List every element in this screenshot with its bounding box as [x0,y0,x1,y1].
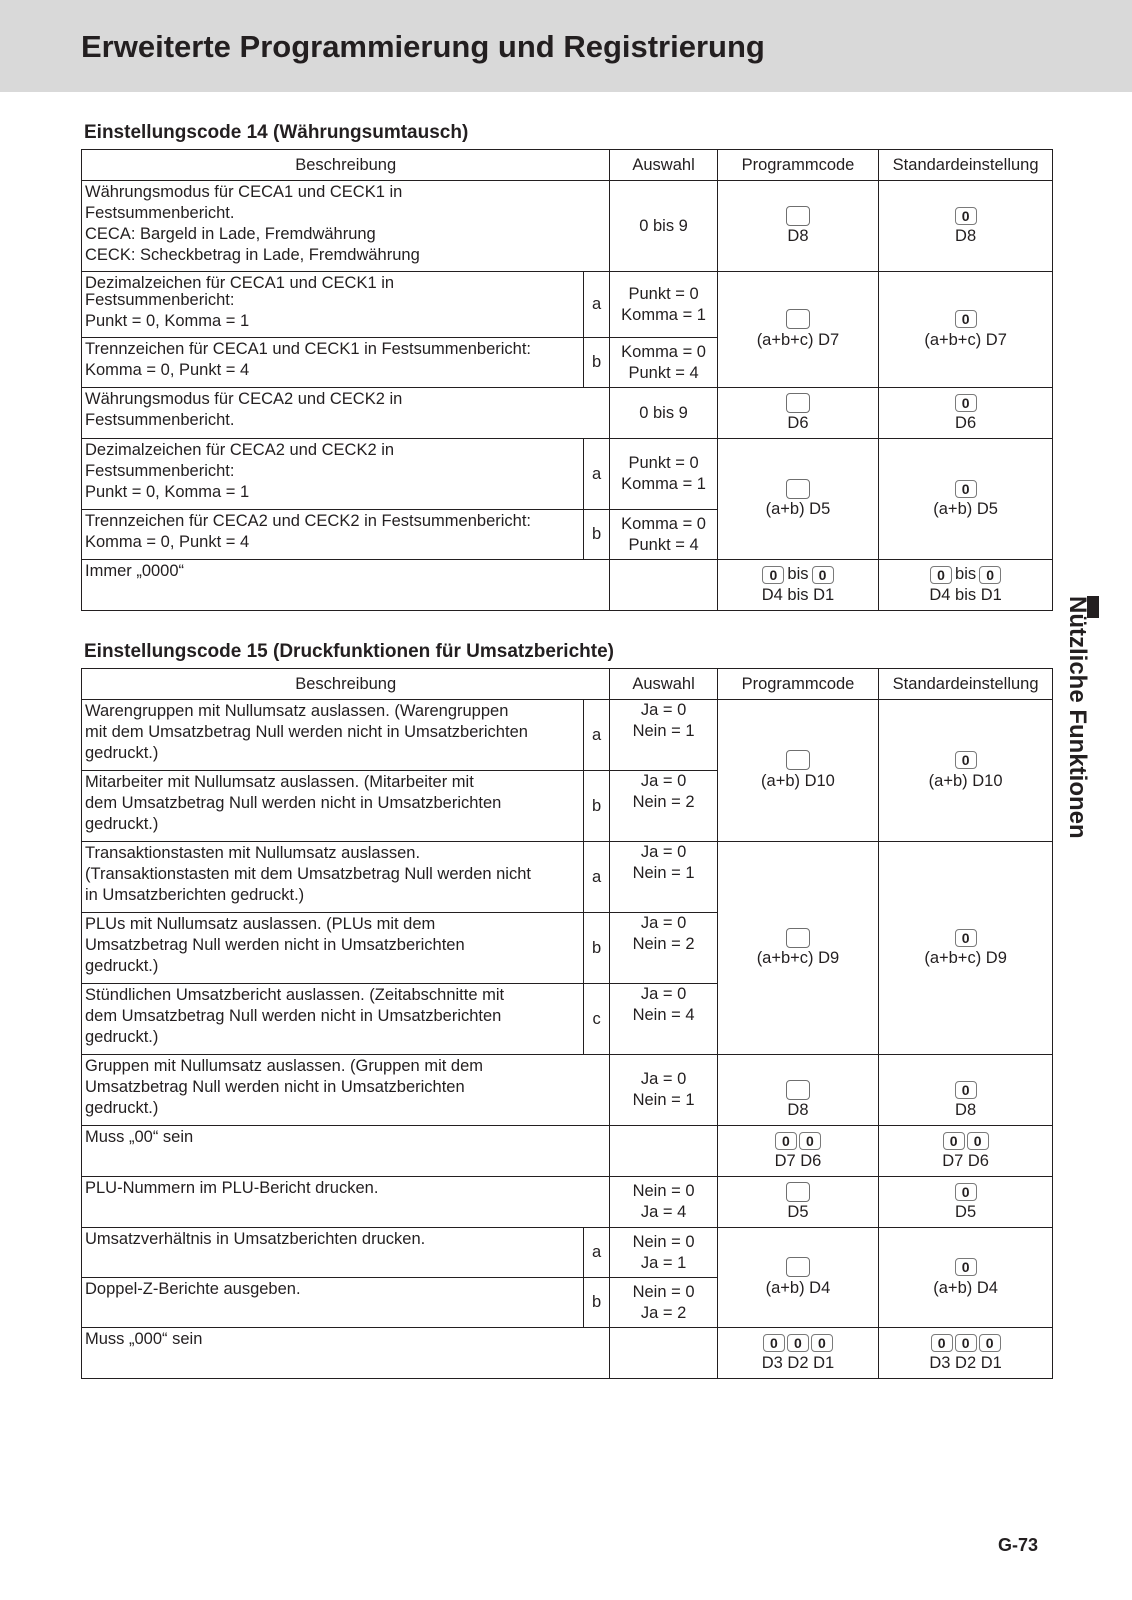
description-cell: Umsatzverhältnis in Umsatzberichten drucken. [82,1228,584,1278]
default-setting-cell: 0 0 0 D3 D2 D1 [879,1328,1053,1379]
value-key-box: 0 [787,1334,809,1352]
description-cell: Transaktionstasten mit Nullumsatz auslassen. (Transaktionstasten mit dem Umsatzbetrag Null werden nicht in Umsatzberichten gedruckt.) [82,842,584,913]
selection-cell [610,1328,717,1379]
column-header-beschreibung: Beschreibung [82,669,610,700]
table-row [82,181,1053,272]
program-code-cell: D8 [717,181,878,272]
entry-key-box [786,206,810,226]
program-code-cell: 0 bis 0 D4 bis D1 [717,560,878,611]
entry-key-box [786,750,810,770]
default-setting-cell: 0 (a+b) D5 [879,439,1053,560]
sub-item-label: b [583,913,610,984]
program-code-cell: (a+b+c) D7 [717,272,878,388]
entry-key-box [786,479,810,499]
section-title-code-15: Einstellungscode 15 (Druckfunktionen für Umsatzberichte) [84,641,614,662]
selection-cell: Punkt = 0 Komma = 1 [610,272,717,338]
table-row [82,272,1053,338]
sub-item-label: b [583,771,610,842]
settings-table-code-15 [81,668,1053,1379]
default-setting-cell: 0 (a+b+c) D7 [879,272,1053,388]
description-cell: Dezimalzeichen für CECA2 und CECK2 in Festsummenbericht: Punkt = 0, Komma = 1 [82,439,584,510]
value-key-box: 0 [762,566,784,584]
value-key-box: 0 [955,1081,977,1099]
column-header-auswahl: Auswahl [610,669,717,700]
entry-key-box [786,393,810,413]
value-key-box: 0 [955,751,977,769]
program-code-cell: 0 0 0 D3 D2 D1 [717,1328,878,1379]
selection-cell: Nein = 0 Ja = 2 [610,1278,717,1328]
selection-cell: Ja = 0 Nein = 4 [610,984,717,1055]
program-code-cell: D8 [717,1055,878,1126]
program-code-cell: (a+b+c) D9 [717,842,878,1055]
value-key-box: 0 [775,1132,797,1150]
selection-cell: Komma = 0 Punkt = 4 [610,338,717,388]
selection-cell: Ja = 0 Nein = 1 [610,1055,717,1126]
entry-key-box [786,1182,810,1202]
selection-cell: Ja = 0 Nein = 1 [610,842,717,913]
table-row [82,700,1053,771]
default-setting-cell: 0 (a+b) D10 [879,700,1053,842]
settings-table-code-14 [81,149,1053,611]
value-key-box: 0 [979,566,1001,584]
value-key-box: 0 [811,1334,833,1352]
selection-cell [610,1126,717,1177]
default-setting-cell: 0 D8 [879,181,1053,272]
column-header-beschreibung: Beschreibung [82,150,610,181]
value-key-box: 0 [979,1334,1001,1352]
value-key-box: 0 [955,310,977,328]
sub-item-label: a [583,439,610,510]
value-key-box: 0 [930,566,952,584]
description-cell: Warengruppen mit Nullumsatz auslassen. (Warengruppen mit dem Umsatzbetrag Null werden nicht in Umsatzberichten gedruckt.) [82,700,584,771]
program-code-cell: D5 [717,1177,878,1228]
sub-item-label: a [583,1228,610,1278]
program-code-cell: 0 0 D7 D6 [717,1126,878,1177]
sub-item-label: a [583,842,610,913]
table-row [82,1055,1053,1126]
description-cell: Gruppen mit Nullumsatz auslassen. (Gruppen mit dem Umsatzbetrag Null werden nicht in Umsatzberichten gedruckt.) [82,1055,610,1126]
value-key-box: 0 [955,480,977,498]
table-row [82,560,1053,611]
page-header-banner [0,0,1132,92]
default-setting-cell: 0 D8 [879,1055,1053,1126]
selection-cell: Nein = 0 Ja = 4 [610,1177,717,1228]
column-header-auswahl: Auswahl [610,150,717,181]
page-title: Erweiterte Programmierung und Registrierung [81,29,765,64]
value-key-box: 0 [967,1132,989,1150]
table-row [82,842,1053,913]
selection-cell: Ja = 0 Nein = 2 [610,913,717,984]
table-row [82,388,1053,439]
sub-item-label: b [583,510,610,560]
selection-cell: 0 bis 9 [610,181,717,272]
description-cell: PLUs mit Nullumsatz auslassen. (PLUs mit dem Umsatzbetrag Null werden nicht in Umsatzberichten gedruckt.) [82,913,584,984]
value-key-box: 0 [943,1132,965,1150]
default-setting-cell: 0 D5 [879,1177,1053,1228]
program-code-cell: (a+b) D5 [717,439,878,560]
default-setting-cell: 0 D6 [879,388,1053,439]
description-cell: Stündlichen Umsatzbericht auslassen. (Zeitabschnitte mit dem Umsatzbetrag Null werden nicht in Umsatzberichten gedruckt.) [82,984,584,1055]
selection-cell [610,560,717,611]
table-row [82,1126,1053,1177]
description-cell: Doppel-Z-Berichte ausgeben. [82,1278,584,1328]
value-key-box: 0 [931,1334,953,1352]
selection-cell: Komma = 0 Punkt = 4 [610,510,717,560]
description-cell: Währungsmodus für CECA1 und CECK1 in Festsummenbericht. CECA: Bargeld in Lade, Fremdwährung CECK: Scheckbetrag in Lade, Fremdwährung [82,181,610,272]
description-cell: Mitarbeiter mit Nullumsatz auslassen. (Mitarbeiter mit dem Umsatzbetrag Null werden nicht in Umsatzberichten gedruckt.) [82,771,584,842]
value-key-box: 0 [955,1258,977,1276]
description-cell: Muss „00“ sein [82,1126,610,1177]
entry-key-box [786,1080,810,1100]
description-cell: Trennzeichen für CECA2 und CECK2 in Festsummenbericht: Komma = 0, Punkt = 4 [82,510,584,560]
program-code-cell: (a+b) D10 [717,700,878,842]
table-header-row [82,150,1053,181]
value-key-box: 0 [955,1183,977,1201]
selection-cell: 0 bis 9 [610,388,717,439]
default-setting-cell: 0 bis 0 D4 bis D1 [879,560,1053,611]
table-row [82,1228,1053,1278]
description-cell: Dezimalzeichen für CECA1 und CECK1 in Festsummenbericht: Punkt = 0, Komma = 1 [82,272,584,338]
value-key-box: 0 [955,207,977,225]
description-cell: Immer „0000“ [82,560,610,611]
sub-item-label: b [583,1278,610,1328]
entry-key-box [786,928,810,948]
selection-cell: Nein = 0 Ja = 1 [610,1228,717,1278]
default-setting-cell: 0 0 D7 D6 [879,1126,1053,1177]
section-title-code-14: Einstellungscode 14 (Währungsumtausch) [84,122,469,143]
value-key-box: 0 [799,1132,821,1150]
value-key-box: 0 [955,1334,977,1352]
default-setting-cell: 0 (a+b+c) D9 [879,842,1053,1055]
table-row [82,1328,1053,1379]
selection-cell: Ja = 0 Nein = 2 [610,771,717,842]
column-header-programmcode: Programmcode [717,669,878,700]
column-header-standardeinstellung: Standardeinstellung [879,150,1053,181]
table-row [82,439,1053,510]
column-header-standardeinstellung: Standardeinstellung [879,669,1053,700]
sub-item-label: a [583,272,610,338]
description-cell: Währungsmodus für CECA2 und CECK2 in Festsummenbericht. [82,388,610,439]
description-cell: PLU-Nummern im PLU-Bericht drucken. [82,1177,610,1228]
table-row [82,1177,1053,1228]
value-key-box: 0 [763,1334,785,1352]
description-cell: Muss „000“ sein [82,1328,610,1379]
value-key-box: 0 [955,929,977,947]
entry-key-box [786,1257,810,1277]
page-number: G-73 [998,1535,1039,1555]
program-code-cell: D6 [717,388,878,439]
program-code-cell: (a+b) D4 [717,1228,878,1328]
sub-item-label: b [583,338,610,388]
sub-item-label: c [583,984,610,1055]
default-setting-cell: 0 (a+b) D4 [879,1228,1053,1328]
selection-cell: Ja = 0 Nein = 1 [610,700,717,771]
table-header-row [82,669,1053,700]
sub-item-label: a [583,700,610,771]
side-tab-label: Nützliche Funktionen [1064,596,1091,839]
selection-cell: Punkt = 0 Komma = 1 [610,439,717,510]
value-key-box: 0 [955,394,977,412]
description-cell: Trennzeichen für CECA1 und CECK1 in Festsummenbericht: Komma = 0, Punkt = 4 [82,338,584,388]
column-header-programmcode: Programmcode [717,150,878,181]
entry-key-box [786,309,810,329]
value-key-box: 0 [812,566,834,584]
